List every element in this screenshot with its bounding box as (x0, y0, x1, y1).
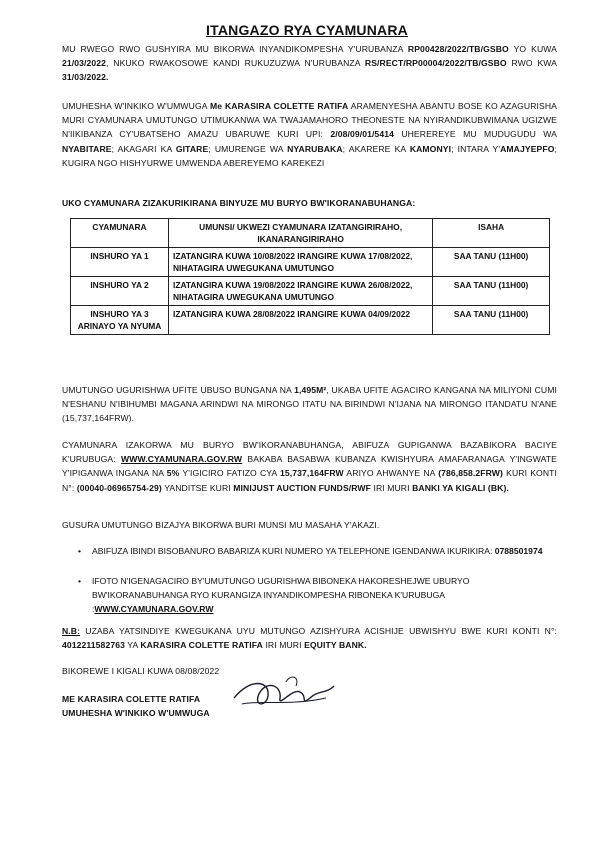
website-link[interactable]: WWW.CYAMUNARA.GOV.RW (94, 604, 214, 615)
account-number: (00040-06965754-29) (76, 482, 162, 493)
bullet-icon: • (78, 576, 82, 586)
section-heading: UKO CYAMUNARA ZIZAKURIKIRANA BINYUZE MU BURYO BW'IKORANABUHANGA: (62, 198, 416, 208)
auction-schedule-table (70, 218, 550, 335)
website-link[interactable]: WWW.CYAMUNARA.GOV.RW (121, 454, 243, 465)
province: AMAJYEPFO (500, 143, 555, 154)
table-header: UMUNSI/ UKWEZI CYAMUNARA IZATANGIRIRAHO, IKANARANGIRIRAHO (169, 219, 433, 248)
text: ; INTARA Y' (451, 143, 501, 154)
auction-period: IZATANGIRA KUWA 28/08/2022 IRANGIRE KUWA 04/09/2022 (169, 306, 433, 335)
table-header-row (71, 219, 550, 248)
document-title: ITANGAZO RYA CYAMUNARA (206, 22, 408, 38)
text: ARIYO AHWANYE NA (343, 468, 439, 479)
nb-label: N.B: (62, 626, 81, 636)
account-number: 4012211582763 (62, 640, 125, 651)
deposit-percent: 5% (166, 468, 180, 479)
text: YANDITSE KURI (161, 482, 234, 493)
text: ; KUGIRA NGO HISHYURWE UMWENDA ABEREYEMO KAREKEZI (62, 143, 557, 168)
auction-time: SAA TANU (11H00) (433, 277, 550, 306)
text: Y'IGICIRO FATIZO CYA (179, 468, 281, 479)
bullet-text (92, 574, 547, 617)
text: IFOTO N'IGENAGACIRO BY'UMUTUNGO UGURISHWA BIBONEKA HAKORESHEJWE UBURYO BW'IKORANABUHANGA RYO KURANGIZA INYANDIKOMPESHA RIBONEKA K'URUBUGA : (92, 576, 470, 615)
district: KAMONYI (409, 143, 452, 154)
deposit-amount: (786,858.2FRW) (438, 468, 503, 479)
auction-round: INSHURO YA 1 (71, 248, 169, 277)
text: ; AKARERE KA (342, 143, 410, 154)
paragraph-judgment-reference (62, 42, 557, 85)
upi-number: 2/08/09/01/5414 (330, 129, 394, 140)
date: 31/03/2022. (62, 72, 109, 83)
table-row (71, 248, 550, 277)
text: YA (124, 640, 141, 651)
signatory-title: UMUHESHA W'INKIKO W'UMWUGA (62, 708, 210, 718)
text: RWO KWA (506, 58, 557, 69)
text: , UKABA UFITE AGACIRO KANGANA NA MILIYONI CUMI N'ESHANU N'IBIHUMBI MAGANA ARINDWI NA MIRONGO ITATU NA BIRINDWI N'IJANA NA MIRONGO ITANDATU N'ANE (15,737,164FRW). (62, 385, 557, 424)
text: ARAMENYESHA ABANTU BOSE KO AZAGURISHA MURI CYAMUNARA UMUTUNGO UTIMUKANWA WA TWAJAMAHORO THEONESTE NA NYIRANDIKUBWIMANA UGIZWE N'IIKIBANZA CY'UBATSEHO AMAZU UBARUWE KURI UPI: (62, 101, 558, 140)
signatory-name: ME KARASIRA COLETTE RATIFA (62, 694, 201, 704)
date: 21/03/2022 (62, 58, 107, 69)
bullet-text (92, 544, 547, 558)
text: UMUHESHA W'INKIKO W'UMWUGA (62, 101, 210, 111)
sector: NYARUBAKA (287, 143, 343, 154)
closing-date: BIKOREWE I KIGALI KUWA 08/08/2022 (62, 666, 220, 676)
text: UZABA YATSINDIYE KWEGUKANA UYU MUTUNGO AZISHYURA ACISHIJE UBWISHYU BWE KURI KONTI N°: (80, 626, 557, 636)
auction-time: SAA TANU (11H00) (433, 306, 550, 335)
property-area: 1,495M² (294, 385, 327, 395)
paragraph-property-value (62, 383, 557, 426)
cell: GITARE (175, 143, 209, 154)
bank-name: EQUITY BANK. (304, 640, 367, 651)
text: IRI MURI (370, 482, 413, 493)
text: BAKABA BASABWA KUBANZA KWISHYURA AMAFARANAGA Y'INGWATE Y'IPIGANWA INGANA NA (62, 454, 557, 479)
auction-round: INSHURO YA 2 (71, 277, 169, 306)
paragraph-nb (62, 624, 557, 652)
case-number: RS/RECT/RP00004/2022/TB/GSBO (364, 58, 507, 69)
case-number: RP00428/2022/TB/GSBO (407, 44, 509, 54)
auction-time: SAA TANU (11H00) (433, 248, 550, 277)
base-price: 15,737,164FRW (280, 468, 344, 479)
auction-round: INSHURO YA 3 ARINAYO YA NYUMA (71, 306, 169, 335)
text: ; AKAGARI KA (111, 143, 176, 154)
text: UHEREREYE MU MUDUGUDU WA (393, 129, 557, 140)
table-header: CYAMUNARA (71, 219, 169, 248)
paragraph-bidding-instructions (62, 438, 557, 495)
text: IRI MURI (262, 640, 305, 651)
auction-period: IZATANGIRA KUWA 19/08/2022 IRANGIRE KUWA 26/08/2022, NIHATAGIRA UWEGUKANA UMUTUNGO (169, 277, 433, 306)
text: YO KUWA (508, 44, 557, 54)
text: CYAMUNARA IZAKORWA MU BURYO BW'IKORANABUHANGA, ABIFUZA GUPIGANWA BAZABIKORA BACIYE K'URUBUGA: (62, 440, 557, 465)
text: ; UMURENGE WA (208, 143, 288, 154)
text: , NKUKO RWAKOSOWE KANDI RUKUZUZWA N'URUBANZA (106, 58, 365, 69)
text: KURI KONTI N°: (62, 468, 557, 493)
table-row (71, 277, 550, 306)
text: ABIFUZA IBINDI BISOBANURO BABARIZA KURI NUMERO YA TELEPHONE IGENDANWA IKURIKIRA: (92, 546, 495, 556)
paragraph-announcement (62, 99, 557, 170)
village: NYABITARE (62, 143, 112, 154)
bullet-icon: • (78, 546, 82, 556)
bailiff-name: Me KARASIRA COLETTE RATIFA (209, 101, 349, 111)
text: MU RWEGO RWO GUSHYIRA MU BIKORWA INYANDIKOMPESHA Y'URUBANZA (62, 44, 408, 54)
phone-number: 0788501974 (494, 546, 543, 556)
auction-period: IZATANGIRA KUWA 10/08/2022 IRANGIRE KUWA 17/08/2022, NIHATAGIRA UWEGUKANA UMUTUNGO (169, 248, 433, 277)
account-holder: KARASIRA COLETTE RATIFA (140, 640, 263, 651)
paragraph-visit-hours: GUSURA UMUTUNGO BIZAJYA BIKORWA BURI MUNSI MU MASAHA Y'AKAZI. (62, 520, 380, 530)
text: UMUTUNGO UGURISHWA UFITE UBUSO BUNGANA NA (62, 385, 295, 395)
table-row (71, 306, 550, 335)
account-name: MINIJUST AUCTION FUNDS/RWF (233, 482, 371, 493)
table-header: ISAHA (433, 219, 550, 248)
bank-name: BANKI YA KIGALI (BK). (412, 482, 509, 493)
